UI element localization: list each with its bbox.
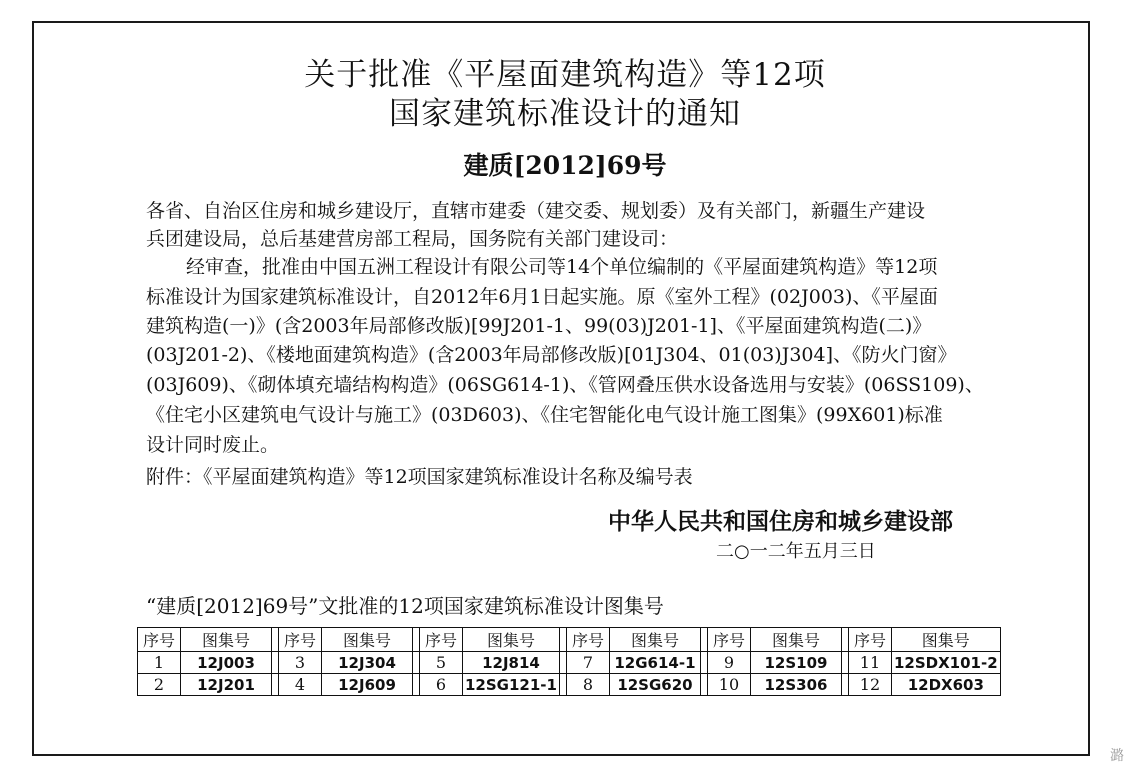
header-no: 序号 [420, 628, 463, 652]
body-line: 《住宅小区建筑电气设计与施工》(03D603)、《住宅智能化电气设计施工图集》(99X601)标准 [146, 404, 943, 426]
atlas-code: 12J814 [463, 652, 560, 674]
body-line: 标准设计为国家建筑标准设计，自2012年6月1日起实施。原《室外工程》(02J003)、《平屋面 [146, 286, 938, 308]
header-no: 序号 [707, 628, 750, 652]
atlas-number-table [137, 627, 1001, 696]
body-line: 经审查，批准由中国五洲工程设计有限公司等14个单位编制的《平屋面建筑构造》等12项 [186, 256, 938, 278]
column-divider [700, 652, 707, 674]
row-number: 6 [420, 674, 463, 696]
column-divider [559, 674, 566, 696]
row-number: 8 [566, 674, 609, 696]
atlas-code: 12S109 [750, 652, 841, 674]
body-line: (03J609)、《砌体填充墙结构构造》(06SG614-1)、《管网叠压供水设备选用与安装》(06SS109)、 [146, 374, 984, 396]
atlas-code: 12SDX101-2 [891, 652, 1000, 674]
notice-title-line1: 关于批准《平屋面建筑构造》等12项 [304, 57, 826, 93]
row-number: 12 [848, 674, 891, 696]
row-number: 4 [279, 674, 322, 696]
row-number: 9 [707, 652, 750, 674]
table-header-row [138, 628, 1001, 652]
column-divider [413, 674, 420, 696]
atlas-code: 12J304 [322, 652, 413, 674]
atlas-code: 12SG121-1 [463, 674, 560, 696]
column-divider [272, 652, 279, 674]
column-divider [413, 628, 420, 652]
header-no: 序号 [279, 628, 322, 652]
column-divider [272, 674, 279, 696]
column-divider [559, 652, 566, 674]
atlas-code: 12G614-1 [609, 652, 700, 674]
body-line: (03J201-2)、《楼地面建筑构造》(含2003年局部修改版)[01J304、01(03)J304]、《防火门窗》 [146, 344, 957, 366]
row-number: 5 [420, 652, 463, 674]
column-divider [841, 652, 848, 674]
table-row [138, 652, 1001, 674]
column-divider [413, 652, 420, 674]
header-code: 图集号 [891, 628, 1000, 652]
document-number: 建质[2012]69号 [463, 151, 667, 180]
column-divider [700, 674, 707, 696]
header-no: 序号 [566, 628, 609, 652]
header-no: 序号 [848, 628, 891, 652]
table-caption: “建质[2012]69号”文批准的12项国家建筑标准设计图集号 [146, 594, 664, 618]
header-code: 图集号 [463, 628, 560, 652]
atlas-code: 12J609 [322, 674, 413, 696]
atlas-code: 12J201 [181, 674, 272, 696]
row-number: 10 [707, 674, 750, 696]
column-divider [272, 628, 279, 652]
column-divider [700, 628, 707, 652]
issuing-authority: 中华人民共和国住房和城乡建设部 [608, 509, 953, 535]
atlas-code: 12DX603 [891, 674, 1000, 696]
column-divider [841, 674, 848, 696]
issue-date: 二○一二年五月三日 [716, 541, 876, 562]
table-row [138, 674, 1001, 696]
atlas-code: 12S306 [750, 674, 841, 696]
atlas-code: 12J003 [181, 652, 272, 674]
header-no: 序号 [138, 628, 181, 652]
column-divider [559, 628, 566, 652]
body-line: 各省、自治区住房和城乡建设厅，直辖市建委（建交委、规划委）及有关部门，新疆生产建设 [146, 200, 926, 222]
body-line: 建筑构造(一)》(含2003年局部修改版)[99J201-1、99(03)J201-1]、《平屋面建筑构造(二)》 [146, 315, 932, 337]
body-line: 兵团建设局，总后基建营房部工程局，国务院有关部门建设司： [146, 228, 679, 250]
body-line: 设计同时废止。 [146, 434, 280, 456]
column-divider [841, 628, 848, 652]
notice-title-line2: 国家建筑标准设计的通知 [389, 96, 741, 132]
header-code: 图集号 [322, 628, 413, 652]
edge-watermark-char: 潞 [1110, 748, 1124, 764]
header-code: 图集号 [609, 628, 700, 652]
row-number: 3 [279, 652, 322, 674]
header-code: 图集号 [181, 628, 272, 652]
row-number: 2 [138, 674, 181, 696]
row-number: 7 [566, 652, 609, 674]
attachment-line: 附件：《平屋面建筑构造》等12项国家建筑标准设计名称及编号表 [146, 466, 693, 488]
atlas-code: 12SG620 [609, 674, 700, 696]
row-number: 1 [138, 652, 181, 674]
header-code: 图集号 [750, 628, 841, 652]
row-number: 11 [848, 652, 891, 674]
